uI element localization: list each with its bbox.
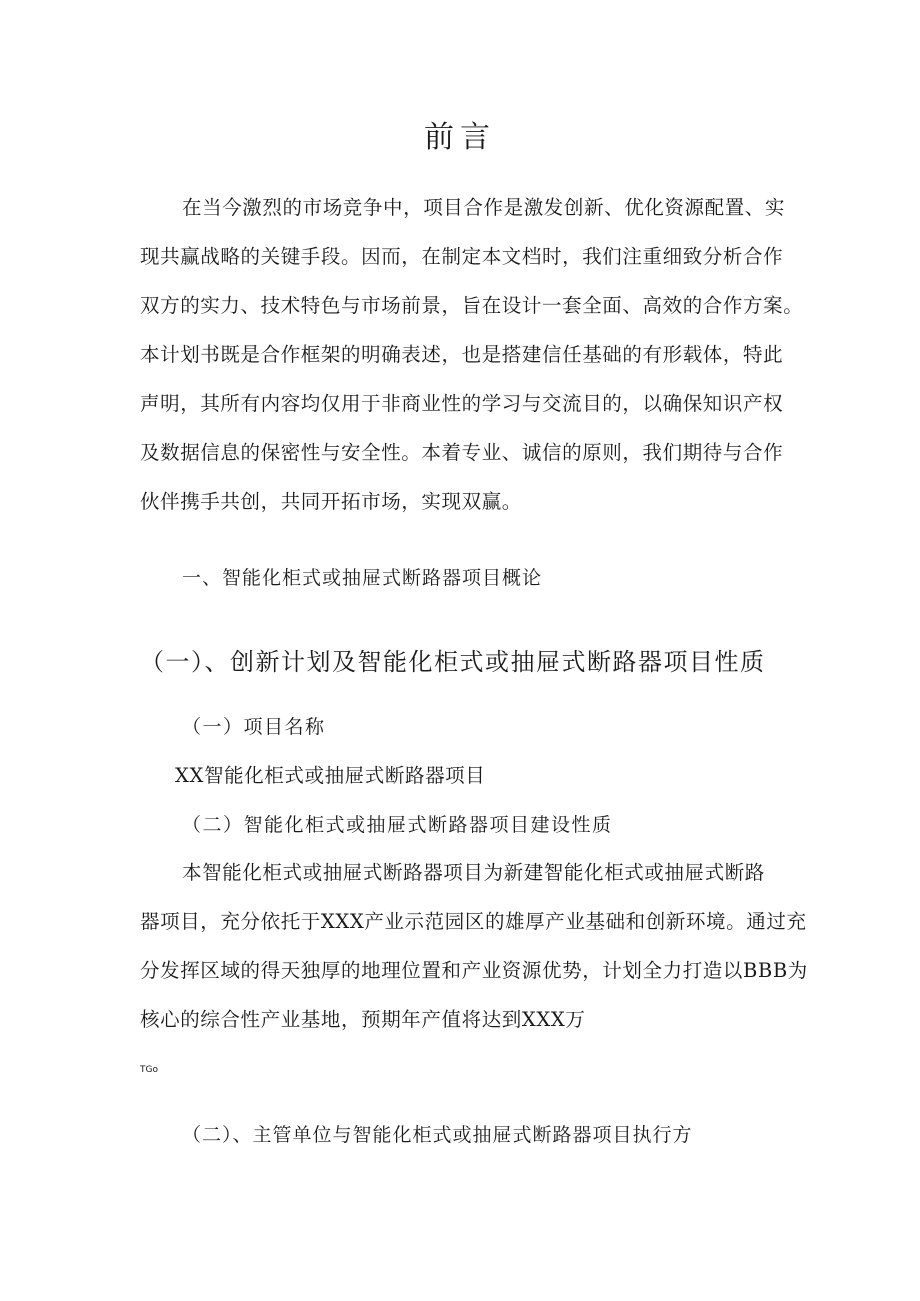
preface-line: 及数据信息的保密性与安全性。本着专业、诚信的原则，我们期待与合作	[140, 441, 784, 464]
preface-line: 现共赢战略的关键手段。因而，在制定本文档时，我们注重细致分析合作	[140, 245, 784, 268]
preface-line: 伙伴携手共创，共同开拓市场，实现双赢。	[140, 490, 522, 513]
small-note: TGo	[140, 1065, 158, 1075]
section-heading: 一、智能化柜式或抽屉式断路器项目概论	[182, 567, 543, 589]
paragraph-line: 本智能化柜式或抽屉式断路器项目为新建智能化柜式或抽屉式断路	[182, 861, 765, 884]
preface-line: 本计划书既是合作框架的明确表述，也是搭建信任基础的有形载体，特此	[140, 343, 784, 366]
item-label: （二）智能化柜式或抽屉式断路器项目建设性质	[182, 814, 613, 836]
subsection-heading: （一）、创新计划及智能化柜式或抽屉式断路器项目性质	[140, 648, 766, 676]
item-label: （一）项目名称	[182, 716, 326, 738]
page-title: 前言	[424, 120, 496, 155]
item-value: XX智能化柜式或抽屉式断路器项目	[175, 764, 486, 787]
paragraph-line: 核心的综合性产业基地，预期年产值将达到XXX万	[140, 1008, 586, 1031]
preface-line: 声明，其所有内容均仅用于非商业性的学习与交流目的，以确保知识产权	[140, 392, 784, 415]
preface-line: 双方的实力、技术特色与市场前景，旨在设计一套全面、高效的合作方案。	[140, 294, 804, 317]
paragraph-line: 器项目，充分依托于XXX产业示范园区的雄厚产业基础和创新环境。通过充	[140, 910, 807, 933]
paragraph-line: 分发挥区域的得天独厚的地理位置和产业资源优势，计划全力打造以BBB为	[140, 959, 808, 982]
preface-line: 在当今激烈的市场竞争中，项目合作是激发创新、优化资源配置、实	[182, 196, 786, 219]
subsection-heading: （二）、主管单位与智能化柜式或抽屉式断路器项目执行方	[182, 1124, 693, 1146]
